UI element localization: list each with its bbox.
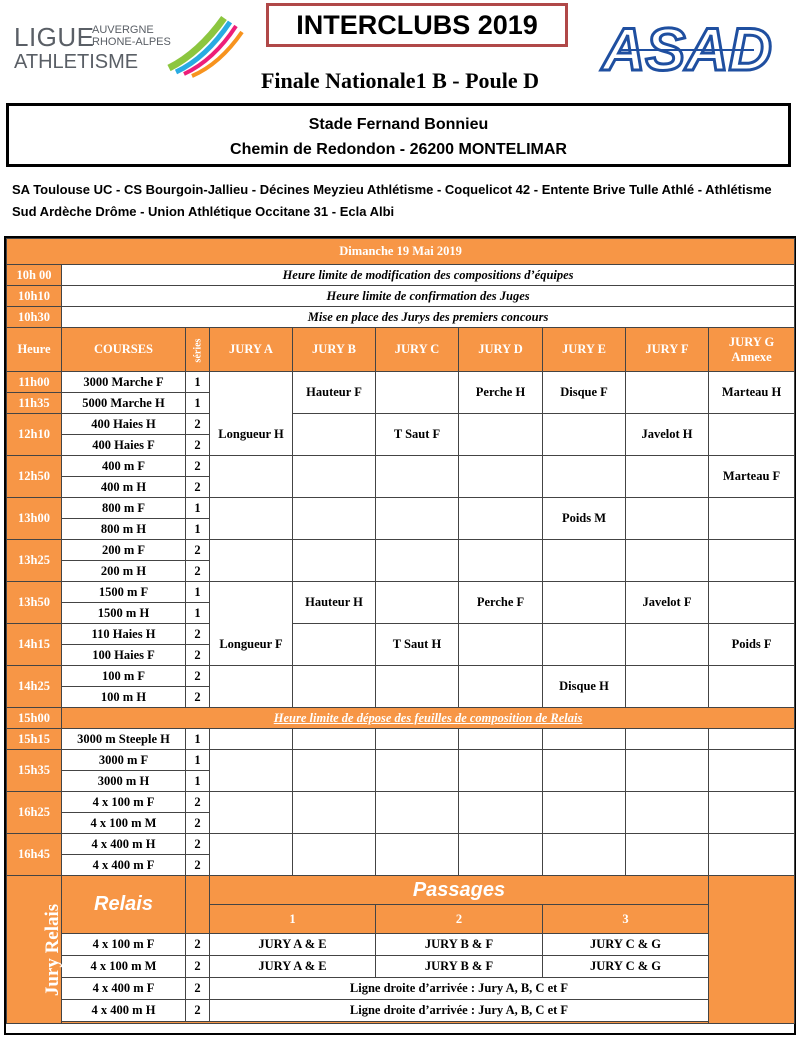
jury-g-cell [709,666,795,708]
event-cell: Perche F [459,582,543,624]
jury-e-cell [543,792,626,834]
series-header-text: séries [192,338,204,363]
event-cell: Hauteur F [293,372,376,414]
jury-e-cell [543,540,626,582]
note-time: 10h10 [7,286,62,307]
venue-name: Stade Fernand Bonnieu [308,116,489,133]
relay-finish-line: Ligne droite d’arrivée : Jury A, B, C et F [210,1000,709,1022]
relay-passage-2: JURY B & F [376,934,543,956]
jury-g-cell [709,414,795,456]
jury-c-cell [376,456,459,498]
jury-b-cell [293,834,376,876]
relay-series: 2 [186,934,210,956]
relay-series: 2 [186,978,210,1000]
race-series: 2 [186,540,210,561]
time-cell: 15h35 [7,750,62,792]
race-series: 2 [186,813,210,834]
race-name: 200 m F [62,540,186,561]
col-header-jury-e: JURY E [543,328,626,372]
time-cell: 14h15 [7,624,62,666]
race-name: 400 Haies F [62,435,186,456]
jury-d-cell [459,498,543,540]
event-cell: Disque H [543,666,626,708]
event-cell: Javelot H [626,414,709,456]
event-cell: Marteau F [709,456,795,498]
event-cell: Poids M [543,498,626,540]
jury-g-label: JURY G [728,334,775,349]
jury-g-cell [709,582,795,624]
jury-g-cell [709,792,795,834]
race-series: 1 [186,372,210,393]
relay-series: 2 [186,1000,210,1022]
jury-b-cell [293,792,376,834]
race-name: 800 m H [62,519,186,540]
day-header: Dimanche 19 Mai 2019 [7,239,795,265]
jury-d-cell [459,414,543,456]
venue-box [6,103,791,167]
race-series: 1 [186,603,210,624]
race-name: 100 Haies F [62,645,186,666]
jury-a-cell [210,372,293,414]
passages-header [210,876,709,905]
jury-a-cell [210,834,293,876]
jury-d-cell [459,792,543,834]
col-header-jury-d: JURY D [459,328,543,372]
race-series: 1 [186,582,210,603]
relay-deadline-text: Heure limite de dépose des feuilles de composition de Relais [273,710,583,725]
race-series: 1 [186,498,210,519]
time-cell: 16h45 [7,834,62,876]
time-cell: 12h50 [7,456,62,498]
race-name: 400 Haies H [62,414,186,435]
event-cell: Poids F [709,624,795,666]
jury-c-cell [376,666,459,708]
jury-a-cell [210,666,293,708]
race-name: 3000 m F [62,750,186,771]
jury-relais-label: Jury Relais [42,903,64,996]
jury-a-cell [210,498,293,540]
jury-b-cell [293,540,376,582]
race-series: 2 [186,666,210,687]
race-series: 2 [186,855,210,876]
jury-relais-side [7,876,62,1024]
event-cell: Longueur H [210,414,293,456]
jury-f-cell [626,750,709,792]
col-header-heure: Heure [7,328,62,372]
event-cell: T Saut H [376,624,459,666]
race-name: 100 m F [62,666,186,687]
jury-e-cell [543,834,626,876]
race-series: 1 [186,393,210,414]
race-name: 1500 m F [62,582,186,603]
time-cell: 15h15 [7,729,62,750]
race-series: 2 [186,687,210,708]
jury-c-cell [376,750,459,792]
race-name: 4 x 400 m F [62,855,186,876]
relay-series: 2 [186,956,210,978]
jury-e-cell [543,582,626,624]
jury-f-cell [626,456,709,498]
passage-number: 2 [376,905,543,934]
jury-a-cell [210,456,293,498]
col-header-jury-g [709,328,795,372]
jury-g-cell [709,729,795,750]
race-series: 1 [186,750,210,771]
race-name: 100 m H [62,687,186,708]
jury-d-cell [459,624,543,666]
race-name: 3000 m Steeple H [62,729,186,750]
jury-a-cell [210,582,293,624]
race-name: 400 m H [62,477,186,498]
race-series: 2 [186,477,210,498]
col-header-courses: COURSES [62,328,186,372]
race-name: 110 Haies H [62,624,186,645]
note-text: Heure limite de confirmation des Juges [62,286,795,307]
jury-d-cell [459,540,543,582]
jury-f-cell [626,498,709,540]
ligue-logo-word: LIGUE [14,22,95,52]
race-name: 200 m H [62,561,186,582]
race-name: 4 x 400 m H [62,834,186,855]
time-cell: 16h25 [7,792,62,834]
jury-b-cell [293,729,376,750]
jury-c-cell [376,729,459,750]
jury-f-cell [626,540,709,582]
event-cell: T Saut F [376,414,459,456]
jury-c-cell [376,582,459,624]
jury-a-cell [210,750,293,792]
event-cell: Hauteur H [293,582,376,624]
col-header-series [186,328,210,372]
jury-d-cell [459,750,543,792]
note-time: 10h30 [7,307,62,328]
document-title: INTERCLUBS 2019 [266,3,568,47]
relay-race: 4 x 400 m F [62,978,186,1000]
col-header-jury-b: JURY B [293,328,376,372]
race-series: 2 [186,456,210,477]
relais-header [62,876,186,934]
relais-title: Relais [94,893,153,915]
jury-g-annexe: Annexe [731,349,772,364]
relay-passage-3: JURY C & G [543,934,709,956]
jury-e-cell [543,750,626,792]
event-cell: Marteau H [709,372,795,414]
time-cell: 13h50 [7,582,62,624]
jury-f-cell [626,624,709,666]
time-cell: 15h00 [7,708,62,729]
relay-passage-1: JURY A & E [210,956,376,978]
jury-g-cell [709,498,795,540]
race-series: 2 [186,435,210,456]
jury-e-cell [543,456,626,498]
relais-series-header [186,876,210,934]
relay-passage-2: JURY B & F [376,956,543,978]
jury-b-cell [293,414,376,456]
race-series: 2 [186,834,210,855]
ligue-region-line2: RHONE-ALPES [92,36,171,48]
note-text: Heure limite de modification des compositions d’équipes [62,265,795,286]
jury-g-cell [709,540,795,582]
jury-f-cell [626,729,709,750]
jury-f-cell [626,834,709,876]
time-cell: 12h10 [7,414,62,456]
relay-race: 4 x 100 m F [62,934,186,956]
relay-passage-1: JURY A & E [210,934,376,956]
relay-finish-line: Ligne droite d’arrivée : Jury A, B, C et F [210,978,709,1000]
race-series: 2 [186,561,210,582]
passages-title: Passages [412,878,506,901]
race-series: 2 [186,624,210,645]
jury-b-cell [293,498,376,540]
jury-e-cell [543,624,626,666]
race-series: 1 [186,771,210,792]
relay-race: 4 x 400 m H [62,1000,186,1022]
jury-d-cell [459,729,543,750]
jury-c-cell [376,372,459,414]
jury-c-cell [376,498,459,540]
race-series: 2 [186,645,210,666]
time-cell: 13h00 [7,498,62,540]
jury-b-cell [293,666,376,708]
race-name: 1500 m H [62,603,186,624]
race-series: 1 [186,729,210,750]
jury-d-cell [459,834,543,876]
event-cell: Longueur F [210,624,293,666]
race-name: 3000 m H [62,771,186,792]
event-cell: Perche H [459,372,543,414]
race-name: 5000 Marche H [62,393,186,414]
time-cell: 14h25 [7,666,62,708]
jury-f-cell [626,372,709,414]
asad-logo-text: ASAD [601,16,773,83]
col-header-jury-a: JURY A [210,328,293,372]
col-header-jury-f: JURY F [626,328,709,372]
jury-d-cell [459,456,543,498]
race-name: 4 x 100 m M [62,813,186,834]
relay-race: 4 x 100 m M [62,956,186,978]
jury-e-cell [543,414,626,456]
race-series: 2 [186,414,210,435]
jury-a-cell [210,729,293,750]
competition-subtitle: Finale Nationale1 B - Poule D [260,68,540,93]
ligue-logo-region [92,24,171,48]
event-cell: Disque F [543,372,626,414]
col-header-jury-c: JURY C [376,328,459,372]
schedule-table [6,238,795,1024]
race-name: 800 m F [62,498,186,519]
jury-c-cell [376,792,459,834]
jury-d-cell [459,666,543,708]
time-cell: 11h35 [7,393,62,414]
event-cell: Javelot F [626,582,709,624]
jury-g-cell [709,834,795,876]
race-name: 3000 Marche F [62,372,186,393]
relay-deadline [62,708,795,729]
passage-number: 1 [210,905,376,934]
ligue-logo-athletisme: ATHLETISME [14,51,139,73]
race-name: 4 x 100 m F [62,792,186,813]
relais-bottom-filler [62,1022,709,1024]
jury-e-cell [543,729,626,750]
note-text: Mise en place des Jurys des premiers concours [62,307,795,328]
jury-b-cell [293,624,376,666]
jury-a-cell [210,792,293,834]
passage-number: 3 [543,905,709,934]
venue-address: Chemin de Redondon - 26200 MONTELIMAR [230,141,567,158]
race-series: 2 [186,792,210,813]
asad-logo [601,10,773,83]
jury-a-cell [210,540,293,582]
clubs-list: SA Toulouse UC - CS Bourgoin-Jallieu - Décines Meyzieu Athlétisme - Coquelicot 42 - Entente Brive Tulle Athlé - Athlétisme Sud Ardèche Drôme - Union Athlétique Occitane 31 - Ecla Albi [12,182,772,219]
relay-passage-3: JURY C & G [543,956,709,978]
jury-f-cell [626,666,709,708]
race-name: 400 m F [62,456,186,477]
time-cell: 11h00 [7,372,62,393]
jury-b-cell [293,750,376,792]
time-cell: 13h25 [7,540,62,582]
jury-b-cell [293,456,376,498]
jury-c-cell [376,540,459,582]
jury-c-cell [376,834,459,876]
race-series: 1 [186,519,210,540]
note-time: 10h 00 [7,265,62,286]
ligue-region-line1: AUVERGNE [92,24,154,36]
relais-right-filler [709,876,795,1024]
jury-f-cell [626,792,709,834]
jury-g-cell [709,750,795,792]
